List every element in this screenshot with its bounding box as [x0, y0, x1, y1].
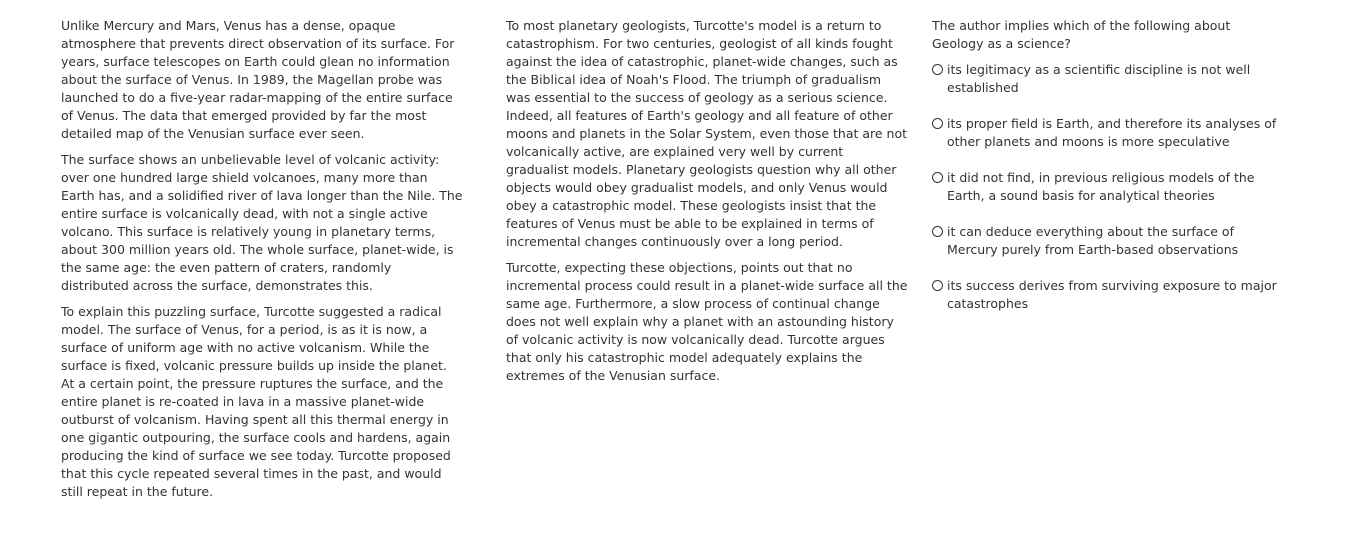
- passage-paragraph: Unlike Mercury and Mars, Venus has a dense, opaque atmosphere that prevents direct observation of its surface. For years, surface telescopes on Earth could glean no information about the surface of Venus. In 1989, the Magellan probe was launched to do a five-year radar-mapping of the entire surface of Venus. The data that emerged provided by far the most detailed map of the Venusian surface ever seen.: [61, 18, 455, 141]
- passage-paragraph: The surface shows an unbelievable level of volcanic activity: over one hundred large shield volcanoes, many more than Earth has, and a solidified river of lava longer than the Nile. The entire surface is volcanically dead, with not a single active volcano. This surface is relatively young in planetary terms, about 300 million years old. The whole surface, planet-wide, is the same age: the even pattern of craters, randomly distributed across the surface, demonstrates this.: [61, 152, 463, 293]
- passage-paragraph: To most planetary geologists, Turcotte's model is a return to catastrophism. For two centuries, geologist of all kinds fought against the idea of catastrophic, planet-wide changes, such as the Biblical idea of Noah's Flood. The triumph of gradualism was essential to the success of geology as a serious science. Indeed, all features of Earth's geology and all feature of other moons and planets in the Solar System, even those that are not volcanically active, are explained very well by current gradualist models. Planetary geologists question why all other objects would obey gradualist models, and only Venus would obey a catastrophic model. These geologists insist that the features of Venus must be able to be explained in terms of incremental changes continuously over a long period.: [506, 18, 908, 249]
- radio-button-icon[interactable]: [932, 64, 943, 75]
- question-panel: [932, 17, 1282, 331]
- answer-choice-label[interactable]: its proper field is Earth, and therefore its analyses of other planets and moons is more speculative: [947, 116, 1277, 149]
- answer-choice-label[interactable]: it did not find, in previous religious models of the Earth, a sound basis for analytical theories: [947, 170, 1255, 203]
- answer-choice-b[interactable]: [932, 115, 1282, 151]
- radio-button-icon[interactable]: [932, 226, 943, 237]
- answer-choice-d[interactable]: [932, 223, 1282, 259]
- passage-paragraph: Turcotte, expecting these objections, points out that no incremental process could result in a planet-wide surface all the same age. Furthermore, a slow process of continual change does not well explain why a planet with an astounding history of volcanic activity is now volcanically dead. Turcotte argues that only his catastrophic model adequately explains the extremes of the Venusian surface.: [506, 260, 908, 383]
- radio-button-icon[interactable]: [932, 172, 943, 183]
- answer-choice-e[interactable]: [932, 277, 1282, 313]
- passage-column-left: [61, 17, 463, 509]
- radio-button-icon[interactable]: [932, 118, 943, 129]
- passage-column-middle: [506, 17, 908, 393]
- passage-paragraph: To explain this puzzling surface, Turcotte suggested a radical model. The surface of Venus, for a period, is as it is now, a surface of uniform age with no active volcanism. While the surface is fixed, volcanic pressure builds up inside the planet. At a certain point, the pressure ruptures the surface, and the entire planet is re-coated in lava in a massive planet-wide outburst of volcanism. Having spent all this thermal energy in one gigantic outpouring, the surface cools and hardens, again producing the kind of surface we see today. Turcotte proposed that this cycle repeated several times in the past, and would still repeat in the future.: [61, 304, 451, 499]
- radio-button-icon[interactable]: [932, 280, 943, 291]
- question-prompt: The author implies which of the following about Geology as a science?: [932, 18, 1231, 51]
- answer-choice-c[interactable]: [932, 169, 1282, 205]
- answer-choice-label[interactable]: its success derives from surviving exposure to major catastrophes: [947, 278, 1277, 311]
- answer-choice-label[interactable]: its legitimacy as a scientific discipline is not well established: [947, 62, 1251, 95]
- answer-choice-label[interactable]: it can deduce everything about the surface of Mercury purely from Earth-based observations: [947, 224, 1239, 257]
- answer-choice-a[interactable]: [932, 61, 1282, 97]
